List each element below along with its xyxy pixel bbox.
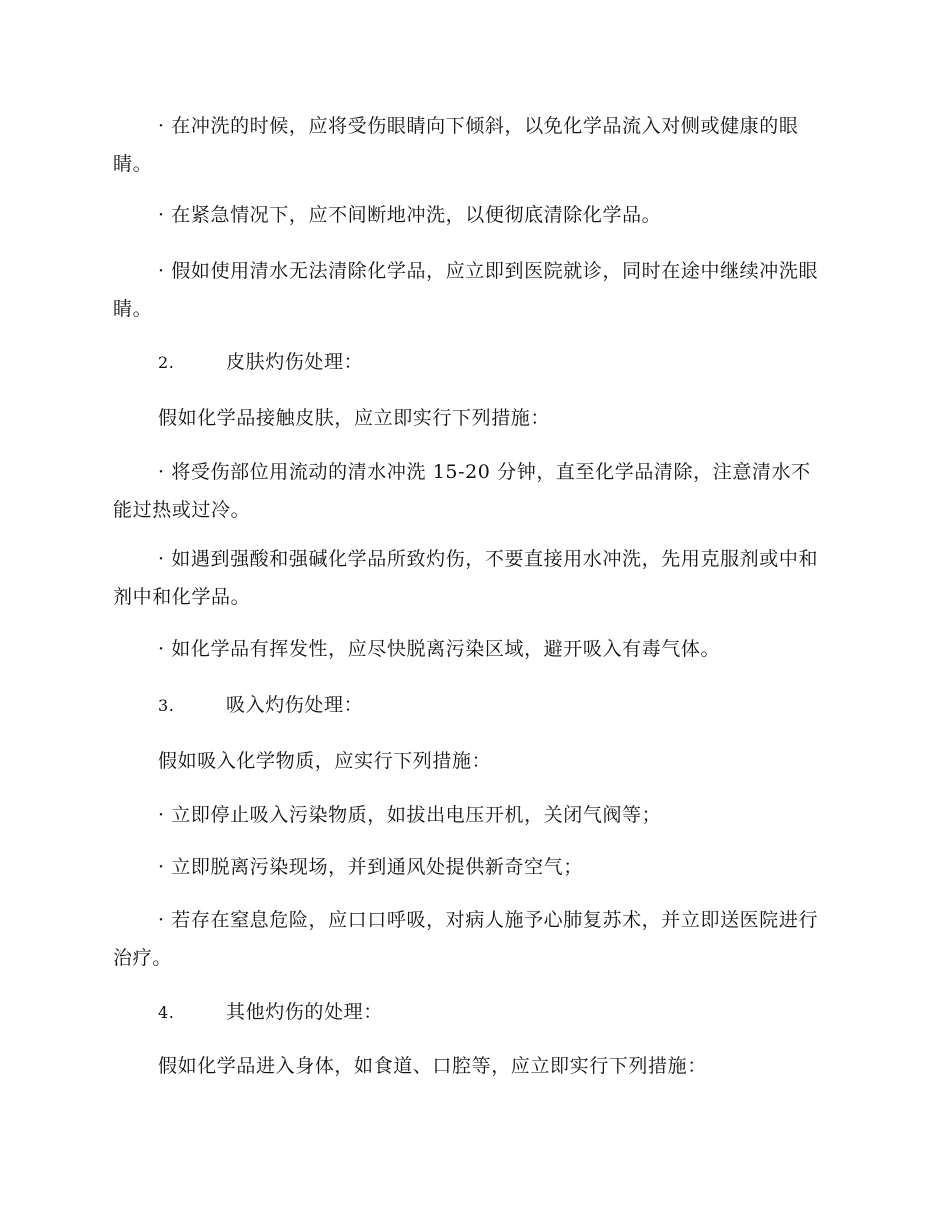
paragraph-inhalation-intro: 假如吸入化学物质，应实行下列措施： — [158, 750, 492, 772]
section-title: 皮肤灼伤处理： — [226, 351, 364, 373]
paragraph-eye-continuous: · 在紧急情况下，应不间断地冲洗，以便彻底清除化学品。 — [158, 204, 662, 226]
section-number: 3. — [158, 696, 175, 715]
section-heading-other — [158, 993, 383, 1032]
section-title: 吸入灼伤处理： — [226, 694, 364, 716]
paragraph-skin-acid: · 如遇到强酸和强碱化学品所致灼伤，不要直接用水冲洗，先用克服剂或中和剂中和化学品。 — [113, 548, 819, 608]
paragraph-skin-rinse: · 将受伤部位用流动的清水冲洗 15-20 分钟，直至化学品清除，注意清水不能过热或过冷。 — [113, 461, 811, 521]
section-heading-inhalation — [158, 686, 363, 725]
section-number: 2. — [158, 353, 175, 372]
paragraph-eye-tilt: · 在冲洗的时候，应将受伤眼睛向下倾斜，以免化学品流入对侧或健康的眼睛。 — [113, 115, 799, 175]
paragraph-skin-intro: 假如化学品接触皮肤，应立即实行下列措施： — [158, 407, 551, 429]
paragraph-inhalation-leave: · 立即脱离污染现场，并到通风处提供新奇空气； — [158, 856, 583, 878]
section-title: 其他灼伤的处理： — [226, 1001, 383, 1023]
paragraph-inhalation-cpr: · 若存在窒息危险，应口口呼吸，对病人施予心肺复苏术，并立即送医院进行治疗。 — [113, 909, 819, 969]
paragraph-eye-hospital: · 假如使用清水无法清除化学品，应立即到医院就诊，同时在途中继续冲洗眼睛。 — [113, 260, 819, 320]
section-number: 4. — [158, 1003, 175, 1022]
paragraph-other-intro: 假如化学品进入身体，如食道、口腔等，应立即实行下列措施： — [158, 1055, 707, 1077]
paragraph-skin-volatile: · 如化学品有挥发性，应尽快脱离污染区域，避开吸入有毒气体。 — [158, 638, 721, 660]
section-heading-skin — [158, 343, 363, 382]
paragraph-inhalation-stop: · 立即停止吸入污染物质，如拔出电压开机，关闭气阀等； — [158, 804, 662, 826]
